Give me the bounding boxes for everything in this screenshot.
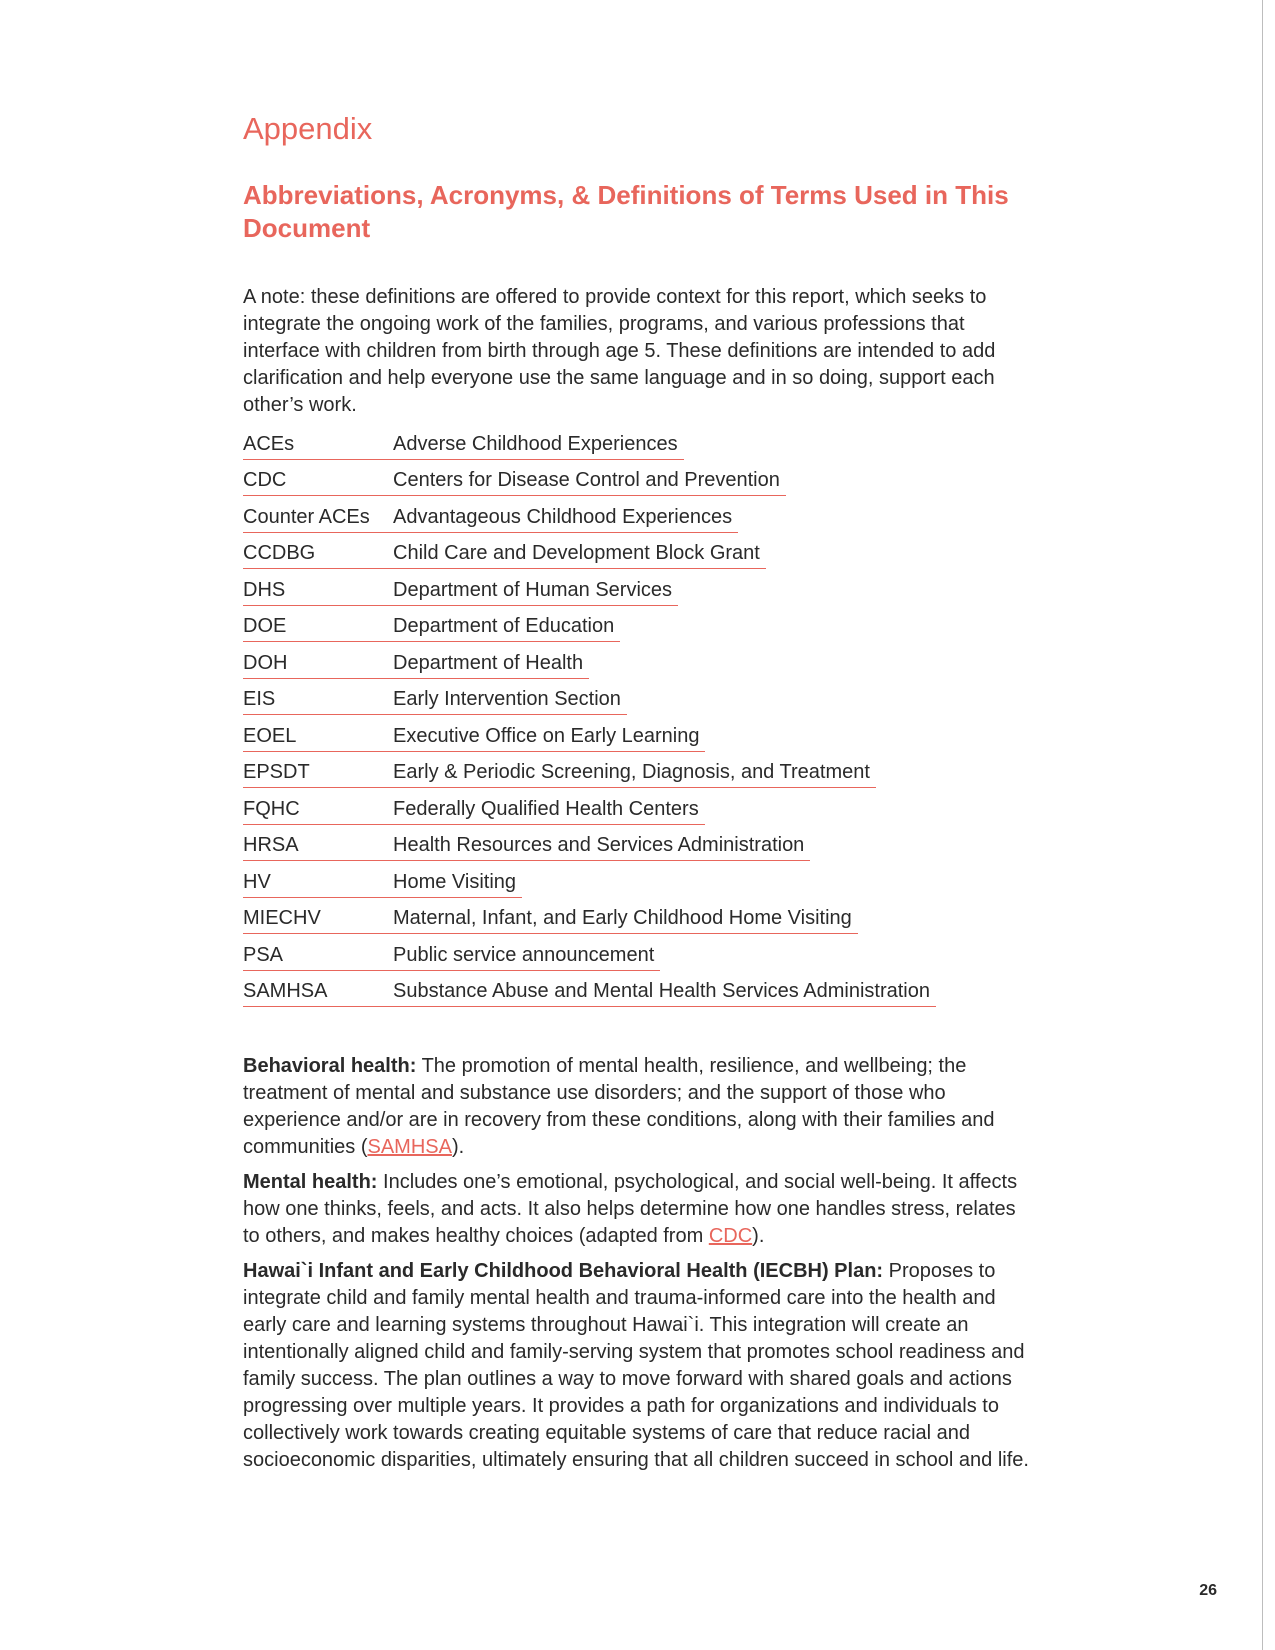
intro-paragraph: A note: these definitions are offered to provide context for this report, which seeks to integrate the ongoing work of the families, programs, and various professions that interface with children from birth through age 5. These definitions are intended to add clarification and help everyone use the same language and in so doing, support each other’s work. bbox=[243, 286, 996, 417]
abbreviation-definition: Department of Health bbox=[393, 652, 589, 679]
abbreviation-term: MIECHV bbox=[243, 907, 393, 934]
abbreviation-row bbox=[243, 971, 1033, 1008]
abbreviation-row bbox=[243, 460, 1033, 497]
abbreviation-row bbox=[243, 788, 1033, 825]
abbreviation-row bbox=[243, 679, 1033, 716]
abbreviation-row bbox=[243, 642, 1033, 679]
abbreviation-row bbox=[243, 825, 1033, 862]
abbreviation-definition: Public service announcement bbox=[393, 944, 660, 971]
samhsa-link[interactable]: SAMHSA bbox=[367, 1136, 452, 1159]
abbreviation-term: EOEL bbox=[243, 725, 393, 752]
abbreviation-row bbox=[243, 533, 1033, 570]
definition-term: Mental health: bbox=[243, 1171, 378, 1194]
abbreviation-definition: Department of Education bbox=[393, 615, 620, 642]
abbreviation-definition: Early & Periodic Screening, Diagnosis, and Treatment bbox=[393, 761, 876, 788]
abbreviation-row bbox=[243, 569, 1033, 606]
abbreviation-definition: Substance Abuse and Mental Health Services Administration bbox=[393, 980, 936, 1007]
abbreviation-term: PSA bbox=[243, 944, 393, 971]
abbreviation-row bbox=[243, 898, 1033, 935]
abbreviation-definition: Early Intervention Section bbox=[393, 688, 627, 715]
abbreviation-term: SAMHSA bbox=[243, 980, 393, 1007]
abbreviation-term: CCDBG bbox=[243, 542, 393, 569]
definition-mental-health bbox=[243, 1169, 1033, 1250]
abbreviation-term: DHS bbox=[243, 579, 393, 606]
definition-iecbh-plan bbox=[243, 1258, 1033, 1474]
definition-text: Includes one’s emotional, psychological, and social well-being. It affects how one thinks, feels, and acts. It also helps determine how one handles stress, relates to others, and makes healthy choices (adapted from bbox=[243, 1171, 1018, 1248]
definition-text: The promotion of mental health, resilience, and wellbeing; the treatment of mental and substance use disorders; and the support of those who experience and/or are in recovery from these conditions, along with their families and communities ( bbox=[243, 1055, 995, 1159]
abbreviation-term: CDC bbox=[243, 469, 393, 496]
abbreviation-row bbox=[243, 423, 1033, 460]
page-content bbox=[243, 110, 1033, 1482]
abbreviation-term: HRSA bbox=[243, 834, 393, 861]
abbreviation-list bbox=[243, 423, 1033, 1007]
abbreviation-definition: Adverse Childhood Experiences bbox=[393, 433, 684, 460]
definition-text: Proposes to integrate child and family mental health and trauma-informed care into the health and early care and learning systems throughout Hawai`i. This integration will create an intentionally aligned child and family-serving system that promotes school readiness and family success. The plan outlines a way to move forward with shared goals and actions progressing over multiple years. It provides a path for organizations and individuals to collectively work towards creating equitable systems of care that reduce racial and socioeconomic disparities, ultimately ensuring that all children succeed in school and life. bbox=[243, 1260, 1029, 1472]
abbreviation-row bbox=[243, 496, 1033, 533]
abbreviation-term: FQHC bbox=[243, 798, 393, 825]
abbreviation-definition: Centers for Disease Control and Prevention bbox=[393, 469, 786, 496]
abbreviation-row bbox=[243, 715, 1033, 752]
abbreviation-definition: Advantageous Childhood Experiences bbox=[393, 506, 738, 533]
abbreviation-definition: Home Visiting bbox=[393, 871, 522, 898]
section-title: Abbreviations, Acronyms, & Definitions of Terms Used in This Document bbox=[243, 180, 1009, 243]
abbreviation-term: HV bbox=[243, 871, 393, 898]
page-edge-line bbox=[1262, 0, 1263, 1650]
abbreviation-definition: Executive Office on Early Learning bbox=[393, 725, 705, 752]
abbreviation-row bbox=[243, 934, 1033, 971]
abbreviation-definition: Child Care and Development Block Grant bbox=[393, 542, 766, 569]
definition-text-end: ). bbox=[752, 1225, 765, 1248]
abbreviation-definition: Federally Qualified Health Centers bbox=[393, 798, 705, 825]
abbreviation-definition: Health Resources and Services Administration bbox=[393, 834, 810, 861]
abbreviation-term: Counter ACEs bbox=[243, 506, 393, 533]
definition-term: Hawai`i Infant and Early Childhood Behavioral Health (IECBH) Plan: bbox=[243, 1260, 884, 1283]
page-title: Appendix bbox=[243, 111, 373, 146]
abbreviation-term: DOH bbox=[243, 652, 393, 679]
definition-behavioral-health bbox=[243, 1053, 1033, 1161]
abbreviation-term: DOE bbox=[243, 615, 393, 642]
definition-term: Behavioral health: bbox=[243, 1055, 417, 1078]
abbreviation-row bbox=[243, 861, 1033, 898]
page-number: 26 bbox=[1199, 1582, 1217, 1599]
abbreviation-row bbox=[243, 606, 1033, 643]
abbreviation-term: EIS bbox=[243, 688, 393, 715]
abbreviation-definition: Maternal, Infant, and Early Childhood Home Visiting bbox=[393, 907, 858, 934]
abbreviation-row bbox=[243, 752, 1033, 789]
abbreviation-term: ACEs bbox=[243, 433, 393, 460]
abbreviation-term: EPSDT bbox=[243, 761, 393, 788]
definition-text-end: ). bbox=[451, 1136, 465, 1159]
cdc-link[interactable]: CDC bbox=[708, 1225, 753, 1248]
abbreviation-definition: Department of Human Services bbox=[393, 579, 678, 606]
